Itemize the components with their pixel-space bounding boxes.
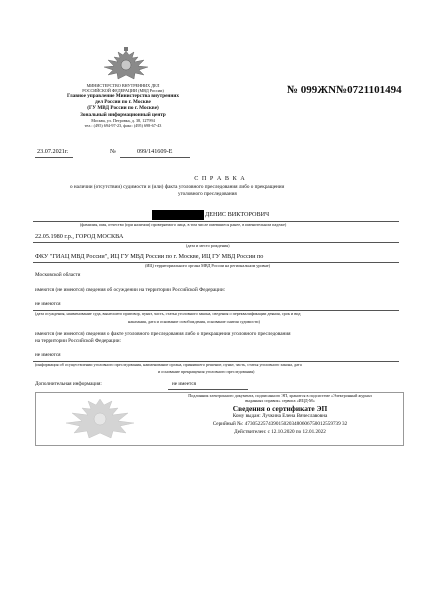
mvd-emblem-top xyxy=(98,47,154,83)
org-caption: (ИЦ) территориального органа МВД России на региональном уровне) xyxy=(145,263,271,268)
title-line-1: о наличии (отсутствии) судимости и (или) факта уголовного преследования либо о прекращении xyxy=(70,184,285,190)
sig-note-1: Подлинник электронного документа, подписанного ЭП, хранится в подсистеме «Электронный журнал xyxy=(188,393,372,398)
ministry-line-1: МИНИСТЕРСТВО ВНУТРЕННИХ ДЕЛ xyxy=(86,83,160,88)
person-name: ДЕНИС ВИКТОРОВИЧ xyxy=(205,211,270,218)
prosecution-value: не имеются xyxy=(35,352,61,358)
main-admin-line-4: Зональный информационный центр xyxy=(80,111,166,118)
cert-valid: Действителен: с 12.10.2020 по 12.01.2022 xyxy=(234,429,326,435)
address-line-1: Москва, ул. Петровка, д. 38, 127994 xyxy=(91,117,155,123)
title-block xyxy=(40,175,400,182)
region: Московской области xyxy=(35,272,81,278)
birth-data: 22.05.1980 г.р., ГОРОД МОСКВА xyxy=(35,233,124,240)
issue-date: 23.07.2021г. xyxy=(37,148,69,155)
extra-info-value: не имеется xyxy=(172,381,197,387)
conviction-intro: имеются (не имеются) сведения об осуждении на территории Российской Федерации: xyxy=(35,287,226,293)
title-line-2: уголовного преследования xyxy=(178,191,237,197)
conviction-caption-1: (дата осуждения, наименование суда, вынесшего приговор, пункт, часть, статья уголовного закона, сведения о переквалификации деяния, срок и вид xyxy=(35,311,301,316)
issuing-org: ФКУ "ГИАЦ МВД России", ИЦ ГУ МВД России по г. Москве, ИЦ ГУ МВД России по xyxy=(35,253,264,260)
title-heading: С П Р А В К А xyxy=(194,175,246,182)
prosecution-caption-2: и основание прекращения уголовного преследования) xyxy=(158,369,255,374)
prosecution-intro-2: на территории Российской Федерации: xyxy=(35,338,121,344)
extra-info-label: Дополнительная информация: xyxy=(35,381,102,387)
prosecution-intro-1: имеются (не имеются) сведения о факте уголовного преследования либо о прекращении уголовного преследования xyxy=(35,331,291,337)
conviction-caption-2: наказания, дата и основание освобождения, основание снятия судимости) xyxy=(128,319,260,324)
cert-serial: Серийный №: 4730522574390150203480606750012559739 32 xyxy=(212,421,348,427)
number-sign: № xyxy=(110,148,116,155)
document-number: № 099ЖN№0721101494 xyxy=(287,84,402,96)
main-admin-line-1: Главное управление Министерства внутренних xyxy=(67,93,179,99)
sig-note-2: выданных справок» сервиса «ИЦД-М» xyxy=(245,398,315,403)
cert-issued-to: Кому выдан: Лучкина Елена Вячеславовна xyxy=(232,413,328,419)
mvd-emblem-watermark xyxy=(60,395,140,441)
redacted-surname xyxy=(152,210,204,220)
ministry-line-2: РОССИЙСКОЙ ФЕДЕРАЦИИ (МВД России) xyxy=(82,88,164,93)
conviction-value: не имеются xyxy=(35,301,61,307)
cert-title: Сведения о сертификате ЭП xyxy=(232,404,328,413)
issuer-block xyxy=(28,83,218,128)
address-line-2: тел.: (495) 694-97-23, факс: (495) 698-67-43 xyxy=(84,122,162,128)
prosecution-caption-1: (информация об осуществлении уголовного преследования, наименование органа, принявшего решение, пункт, часть, статья уголовного закона, дата xyxy=(35,362,302,367)
birth-caption: (дата и место рождения) xyxy=(186,243,230,248)
main-admin-line-3: (ГУ МВД России по г. Москве) xyxy=(87,105,159,112)
name-caption: (фамилия, имя, отчество (при наличии) проверяемого лица, в том числе имевшиеся ранее, в именительном падеже) xyxy=(80,222,287,227)
main-admin-line-2: дел России по г. Москве xyxy=(95,99,151,106)
outgoing-number: 099/141609-Е xyxy=(137,148,173,155)
